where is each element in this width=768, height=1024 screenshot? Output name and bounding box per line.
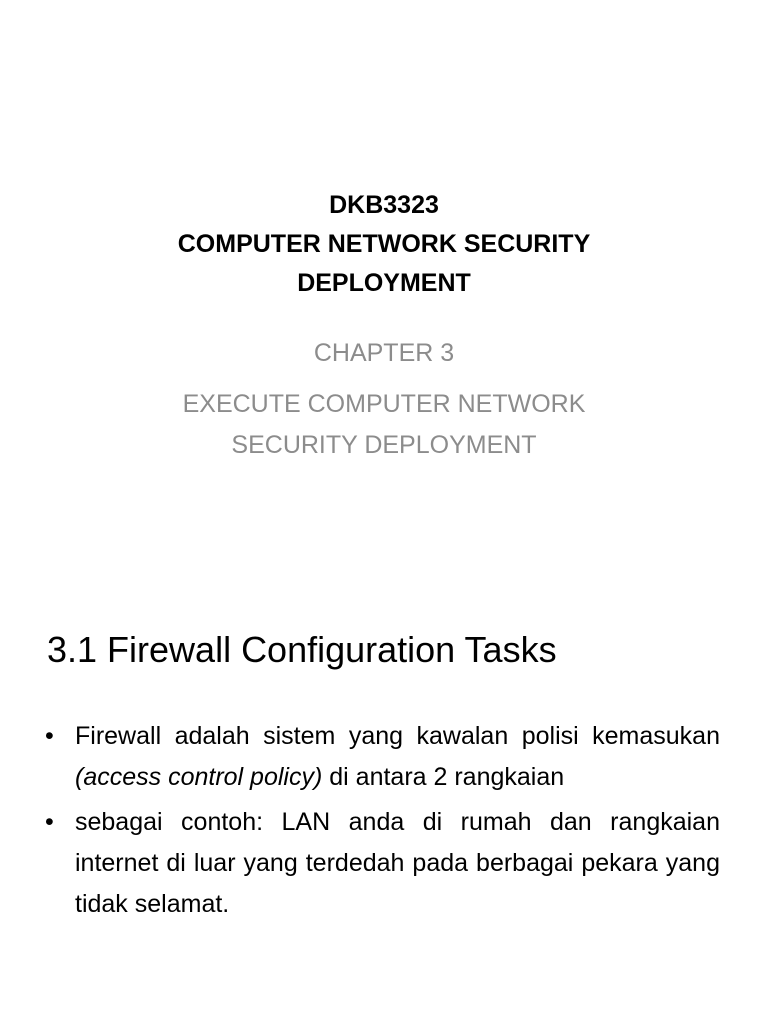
bullet-text-after: di antara 2 rangkaian [322, 763, 565, 791]
slide-subtitle [0, 336, 768, 466]
bullet-text-before: Firewall adalah sistem yang kawalan polisi kemasukan [75, 722, 720, 750]
chapter-label: CHAPTER 3 [313, 339, 455, 367]
slide-title [0, 186, 768, 303]
course-title-line-1: COMPUTER NETWORK SECURITY [177, 230, 591, 258]
course-code: DKB3323 [329, 191, 439, 219]
bullet-list [0, 716, 768, 929]
bullet-dot-icon: • [45, 808, 54, 836]
bullet-text-italic: (access control policy) [75, 763, 323, 791]
chapter-title-line-2: SECURITY DEPLOYMENT [231, 431, 537, 459]
content-slide [0, 512, 768, 1024]
chapter-title-line-1: EXECUTE COMPUTER NETWORK [182, 390, 586, 418]
course-title-line-2: DEPLOYMENT [297, 269, 471, 297]
bullet-dot-icon: • [45, 722, 54, 750]
bullet-text: sebagai contoh: LAN anda di rumah dan rangkaian internet di luar yang terdedah pada berbagai pekara yang tidak selamat. [75, 808, 720, 918]
bullet-item-firewall-definition [0, 716, 768, 798]
bullet-item-example [0, 802, 768, 925]
section-heading: 3.1 Firewall Configuration Tasks [47, 629, 557, 670]
